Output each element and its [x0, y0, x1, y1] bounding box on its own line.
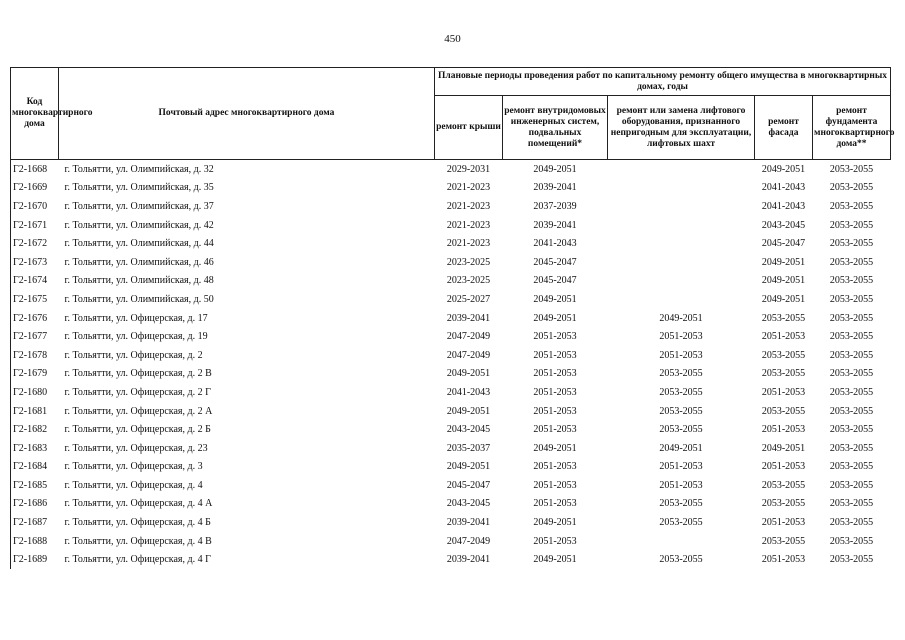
roof-period: 2043-2045: [446, 498, 491, 510]
table-row: [11, 402, 891, 421]
facade-period: 2041-2043: [761, 200, 806, 212]
house-code: Г2-1670: [11, 197, 59, 216]
house-address: г. Тольятти, ул. Олимпийская, д. 44: [64, 238, 214, 250]
systems-period: 2049-2051: [533, 442, 577, 454]
table-row: [11, 327, 891, 346]
systems-period: 2049-2051: [533, 517, 577, 529]
header-facade: ремонт фасада: [755, 96, 813, 160]
house-code: Г2-1683: [11, 439, 59, 458]
facade-period: 2049-2051: [761, 275, 806, 287]
elevator-period: 2053-2055: [659, 498, 703, 510]
elevator-period: [608, 532, 755, 551]
elevator-period: 2053-2055: [659, 405, 703, 417]
house-address: г. Тольятти, ул. Офицерская, д. 2: [64, 349, 203, 361]
systems-period: 2037-2039: [533, 200, 577, 212]
house-code: Г2-1669: [11, 179, 59, 198]
elevator-period: [608, 253, 755, 272]
systems-period: 2051-2053: [533, 405, 577, 417]
facade-period: 2049-2051: [761, 293, 806, 305]
foundation-period: 2053-2055: [829, 275, 874, 287]
systems-period: 2045-2047: [533, 256, 577, 268]
table-row: [11, 309, 891, 328]
house-address: г. Тольятти, ул. Офицерская, д. 2 В: [64, 368, 212, 380]
facade-period: 2051-2053: [761, 424, 806, 436]
elevator-period: 2053-2055: [659, 424, 703, 436]
facade-period: 2051-2053: [761, 517, 806, 529]
facade-period: 2049-2051: [761, 163, 806, 175]
foundation-period: 2053-2055: [829, 554, 874, 566]
house-code: Г2-1676: [11, 309, 59, 328]
facade-period: 2043-2045: [761, 219, 806, 231]
facade-period: 2053-2055: [761, 368, 806, 380]
foundation-period: 2053-2055: [829, 238, 874, 250]
house-address: г. Тольятти, ул. Офицерская, д. 2 А: [64, 405, 213, 417]
elevator-period: [608, 234, 755, 253]
table-row: [11, 234, 891, 253]
roof-period: 2047-2049: [446, 331, 491, 343]
foundation-period: 2053-2055: [829, 219, 874, 231]
house-code: Г2-1675: [11, 290, 59, 309]
table-row: [11, 476, 891, 495]
foundation-period: 2053-2055: [829, 535, 874, 547]
systems-period: 2051-2053: [533, 349, 577, 361]
elevator-period: 2053-2055: [659, 517, 703, 529]
roof-period: 2049-2051: [446, 461, 491, 473]
facade-period: 2049-2051: [761, 256, 806, 268]
facade-period: 2051-2053: [761, 554, 806, 566]
systems-period: 2051-2053: [533, 424, 577, 436]
elevator-period: 2051-2053: [659, 479, 703, 491]
roof-period: 2047-2049: [446, 349, 491, 361]
roof-period: 2021-2023: [446, 182, 491, 194]
table-row: [11, 346, 891, 365]
house-address: г. Тольятти, ул. Офицерская, д. 19: [64, 331, 208, 343]
table-row: [11, 532, 891, 551]
foundation-period: 2053-2055: [829, 498, 874, 510]
foundation-period: 2053-2055: [829, 517, 874, 529]
elevator-period: [608, 160, 755, 179]
elevator-period: 2049-2051: [659, 312, 703, 324]
roof-period: 2045-2047: [446, 479, 491, 491]
house-code: Г2-1687: [11, 513, 59, 532]
facade-period: 2053-2055: [761, 349, 806, 361]
systems-period: 2051-2053: [533, 535, 577, 547]
foundation-period: 2053-2055: [829, 312, 874, 324]
foundation-period: 2053-2055: [829, 386, 874, 398]
table-row: [11, 458, 891, 477]
header-address: Почтовый адрес многоквартирного дома: [59, 68, 435, 160]
foundation-period: 2053-2055: [829, 405, 874, 417]
roof-period: 2039-2041: [446, 312, 491, 324]
table-body: [11, 160, 891, 570]
foundation-period: 2053-2055: [829, 163, 874, 175]
systems-period: 2051-2053: [533, 461, 577, 473]
facade-period: 2053-2055: [761, 535, 806, 547]
house-address: г. Тольятти, ул. Офицерская, д. 4 Б: [64, 517, 211, 529]
roof-period: 2049-2051: [446, 368, 491, 380]
roof-period: 2021-2023: [446, 238, 491, 250]
house-address: г. Тольятти, ул. Олимпийская, д. 32: [64, 163, 214, 175]
systems-period: 2051-2053: [533, 386, 577, 398]
house-address: г. Тольятти, ул. Олимпийская, д. 50: [64, 293, 214, 305]
table-header: [11, 68, 895, 160]
systems-period: 2049-2051: [533, 554, 577, 566]
house-address: г. Тольятти, ул. Олимпийская, д. 46: [64, 256, 214, 268]
table-row: [11, 420, 891, 439]
house-address: г. Тольятти, ул. Офицерская, д. 23: [64, 442, 208, 454]
facade-period: 2041-2043: [761, 182, 806, 194]
table-row: [11, 290, 891, 309]
systems-period: 2041-2043: [533, 238, 577, 250]
systems-period: 2039-2041: [533, 182, 577, 194]
systems-period: 2051-2053: [533, 479, 577, 491]
header-elevator: ремонт или замена лифтового оборудования, признанного непригодным для эксплуатации, лифтовых шахт: [608, 96, 755, 160]
page-number: 450: [444, 33, 461, 45]
facade-period: 2051-2053: [761, 386, 806, 398]
house-code: Г2-1688: [11, 532, 59, 551]
house-code: Г2-1685: [11, 476, 59, 495]
systems-period: 2039-2041: [533, 219, 577, 231]
foundation-period: 2053-2055: [829, 200, 874, 212]
table-row: [11, 160, 891, 179]
house-address: г. Тольятти, ул. Офицерская, д. 2 Б: [64, 424, 211, 436]
house-code: Г2-1686: [11, 495, 59, 514]
house-code: Г2-1689: [11, 550, 59, 569]
table-row: [11, 179, 891, 198]
house-address: г. Тольятти, ул. Офицерская, д. 4 А: [64, 498, 213, 510]
house-code: Г2-1671: [11, 216, 59, 235]
house-address: г. Тольятти, ул. Олимпийская, д. 35: [64, 182, 214, 194]
roof-period: 2021-2023: [446, 219, 491, 231]
table-row: [11, 439, 891, 458]
roof-period: 2023-2025: [446, 275, 491, 287]
facade-period: 2053-2055: [761, 405, 806, 417]
roof-period: 2029-2031: [446, 163, 491, 175]
roof-period: 2041-2043: [446, 386, 491, 398]
systems-period: 2051-2053: [533, 498, 577, 510]
facade-period: 2053-2055: [761, 498, 806, 510]
table-row: [11, 495, 891, 514]
foundation-period: 2053-2055: [829, 461, 874, 473]
house-address: г. Тольятти, ул. Офицерская, д. 17: [64, 312, 208, 324]
header-foundation: ремонт фундамента многоквартирного дома**: [813, 96, 891, 160]
table-row: [11, 383, 891, 402]
systems-period: 2049-2051: [533, 163, 577, 175]
systems-period: 2049-2051: [533, 293, 577, 305]
elevator-period: 2053-2055: [659, 368, 703, 380]
roof-period: 2021-2023: [446, 200, 491, 212]
elevator-period: [608, 216, 755, 235]
house-code: Г2-1674: [11, 272, 59, 291]
elevator-period: [608, 197, 755, 216]
table-row: [11, 550, 891, 569]
house-address: г. Тольятти, ул. Олимпийская, д. 42: [64, 219, 214, 231]
systems-period: 2051-2053: [533, 331, 577, 343]
elevator-period: 2053-2055: [659, 386, 703, 398]
roof-period: 2047-2049: [446, 535, 491, 547]
house-address: г. Тольятти, ул. Олимпийская, д. 48: [64, 275, 214, 287]
foundation-period: 2053-2055: [829, 442, 874, 454]
elevator-period: [608, 179, 755, 198]
house-address: г. Тольятти, ул. Офицерская, д. 2 Г: [64, 386, 211, 398]
header-systems: ремонт внутридомовых инженерных систем, подвальных помещений*: [503, 96, 608, 160]
roof-period: 2039-2041: [446, 554, 491, 566]
house-code: Г2-1677: [11, 327, 59, 346]
facade-period: 2051-2053: [761, 331, 806, 343]
header-periods: Плановые периоды проведения работ по капитальному ремонту общего имущества в многоквартирных домах, годы: [435, 68, 891, 96]
roof-period: 2023-2025: [446, 256, 491, 268]
facade-period: 2053-2055: [761, 312, 806, 324]
facade-period: 2053-2055: [761, 479, 806, 491]
systems-period: 2045-2047: [533, 275, 577, 287]
facade-period: 2049-2051: [761, 442, 806, 454]
elevator-period: 2051-2053: [659, 331, 703, 343]
elevator-period: [608, 272, 755, 291]
foundation-period: 2053-2055: [829, 479, 874, 491]
table-row: [11, 272, 891, 291]
foundation-period: 2053-2055: [829, 368, 874, 380]
house-code: Г2-1684: [11, 458, 59, 477]
elevator-period: 2051-2053: [659, 461, 703, 473]
house-code: Г2-1672: [11, 234, 59, 253]
foundation-period: 2053-2055: [829, 256, 874, 268]
house-address: г. Тольятти, ул. Офицерская, д. 4: [64, 479, 203, 491]
table-row: [11, 253, 891, 272]
facade-period: 2051-2053: [761, 461, 806, 473]
table-row: [11, 513, 891, 532]
table-row: [11, 216, 891, 235]
house-address: г. Тольятти, ул. Офицерская, д. 4 В: [64, 535, 212, 547]
roof-period: 2039-2041: [446, 517, 491, 529]
foundation-period: 2053-2055: [829, 293, 874, 305]
header-roof: ремонт крыши: [435, 96, 503, 160]
house-code: Г2-1680: [11, 383, 59, 402]
house-address: г. Тольятти, ул. Офицерская, д. 4 Г: [64, 554, 211, 566]
foundation-period: 2053-2055: [829, 349, 874, 361]
house-code: Г2-1673: [11, 253, 59, 272]
roof-period: 2025-2027: [446, 293, 491, 305]
elevator-period: 2049-2051: [659, 442, 703, 454]
house-address: г. Тольятти, ул. Офицерская, д. 3: [64, 461, 203, 473]
roof-period: 2035-2037: [446, 442, 491, 454]
table-row: [11, 365, 891, 384]
systems-period: 2049-2051: [533, 312, 577, 324]
house-code: Г2-1681: [11, 402, 59, 421]
house-code: Г2-1679: [11, 365, 59, 384]
roof-period: 2049-2051: [446, 405, 491, 417]
systems-period: 2051-2053: [533, 368, 577, 380]
house-code: Г2-1678: [11, 346, 59, 365]
facade-period: 2045-2047: [761, 238, 806, 250]
elevator-period: [608, 290, 755, 309]
table-row: [11, 197, 891, 216]
foundation-period: 2053-2055: [829, 331, 874, 343]
elevator-period: 2051-2053: [659, 349, 703, 361]
house-code: Г2-1668: [11, 160, 59, 179]
repair-schedule-table: [10, 67, 895, 569]
house-address: г. Тольятти, ул. Олимпийская, д. 37: [64, 200, 214, 212]
foundation-period: 2053-2055: [829, 424, 874, 436]
header-code: Код многоквартирного дома: [11, 68, 59, 160]
elevator-period: 2053-2055: [659, 554, 703, 566]
house-code: Г2-1682: [11, 420, 59, 439]
roof-period: 2043-2045: [446, 424, 491, 436]
foundation-period: 2053-2055: [829, 182, 874, 194]
